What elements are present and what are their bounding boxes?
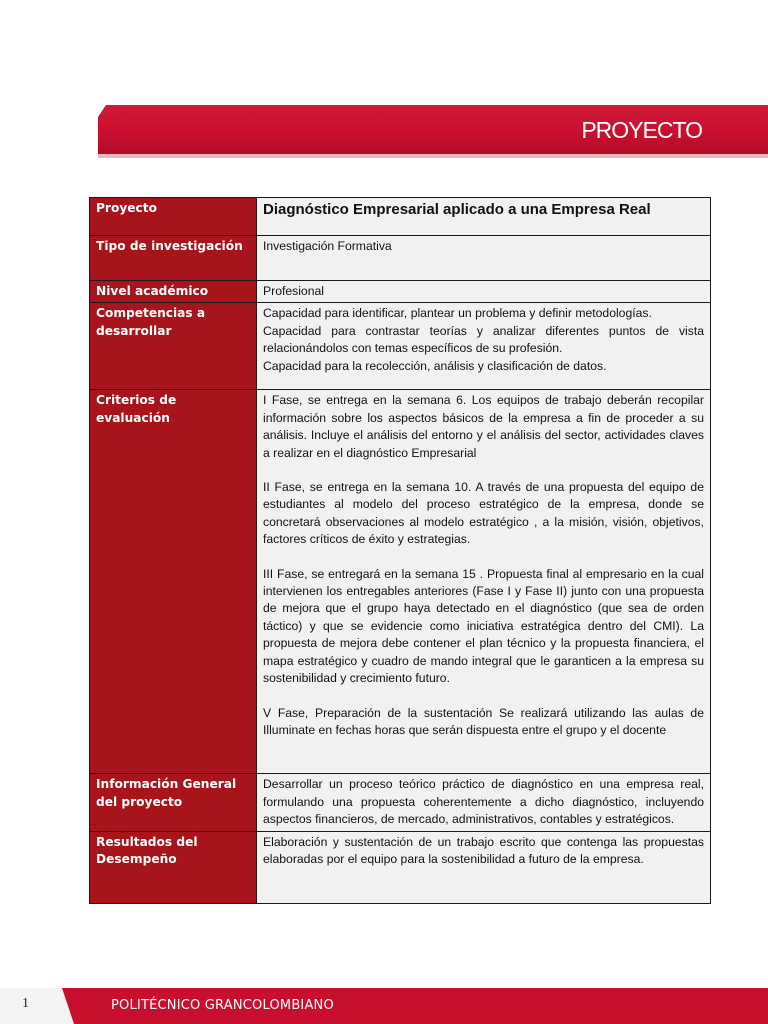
research-type-value: Investigación Formativa [257,236,711,281]
table-row [90,390,711,774]
table-row [90,303,711,390]
phase-text: I Fase, se entrega en la semana 6. Los equipos de trabajo deberán recopilar información sobre los aspectos básicos de la empresa a fin de proceder a su análisis. Incluye el análisis del entorno y el análisis del sector, actividades claves a realizar en el diagnóstico Empresarial [263,393,704,460]
academic-level-value: Profesional [257,281,711,303]
table-row [90,198,711,236]
footer-page-tab [0,988,74,1024]
row-label-resultados: Resultados del Desempeño [90,831,257,903]
row-label-criterios: Criterios de evaluación [90,390,257,774]
row-label-nivel: Nivel académico [90,281,257,303]
table-row [90,236,711,281]
row-label-informacion: Información General del proyecto [90,774,257,831]
phase-text: II Fase, se entrega en la semana 10. A través de una propuesta del equipo de estudiantes al modelo del proceso estratégico de la empresa, donde se concretará observaciones al modelo estratégico , a la misión, visión, objetivos, factores críticos de éxito y estrategias. [263,480,704,547]
evaluation-criteria-value [257,390,711,774]
row-label-competencias: Competencias a desarrollar [90,303,257,390]
phase-text: V Fase, Preparación de la sustentación Se realizará utilizando las aulas de Illuminate en fechas horas que serán dispuesta entre el grupo y el docente [263,705,704,737]
phase-text: III Fase, se entregará en la semana 15 . Propuesta final al empresario en la cual intervienen los entregables anteriores (Fase I y Fase II) junto con una propuesta de mejora que el grupo haya detectado en el diagnóstico (que sea de orden táctico) y que se evidencie como iniciativa estratégica dentro del CMI). La propuesta de mejora debe contener el plan técnico y la propuesta financiera, el mapa estratégico y cuadro de mando integral que le garanticen a la empresa su sostenibilidad y crecimiento futuro. [263,566,704,686]
table-row [90,831,711,903]
performance-results-value: Elaboración y sustentación de un trabajo escrito que contenga las propuestas elaboradas por el equipo para la sostenibilidad a futuro de la empresa. [257,831,711,903]
competency-line: Capacidad para identificar, plantear un problema y definir metodologías. [263,306,652,321]
page-number: 1 [22,996,29,1011]
row-label-proyecto: Proyecto [90,198,257,236]
header-banner-shadow [98,154,768,158]
project-table [89,197,711,904]
row-label-tipo: Tipo de investigación [90,236,257,281]
table-row [90,774,711,831]
institution-name: POLITÉCNICO GRANCOLOMBIANO [111,998,334,1013]
table-row [90,281,711,303]
competency-line: Capacidad para la recolección, análisis y clasificación de datos. [263,358,607,373]
general-info-value: Desarrollar un proceso teórico práctico de diagnóstico en una empresa real, formulando una propuesta coherentemente a dicho diagnóstico, incluyendo aspectos financieros, de mercado, administrativos, contables y estratégicos. [257,774,711,831]
competencies-value [257,303,711,390]
project-name: Diagnóstico Empresarial aplicado a una Empresa Real [257,198,711,236]
competency-line: Capacidad para contrastar teorías y analizar diferentes puntos de vista relacionándolos con temas específicos de su profesión. [263,323,704,356]
page-title: PROYECTO [581,117,702,143]
